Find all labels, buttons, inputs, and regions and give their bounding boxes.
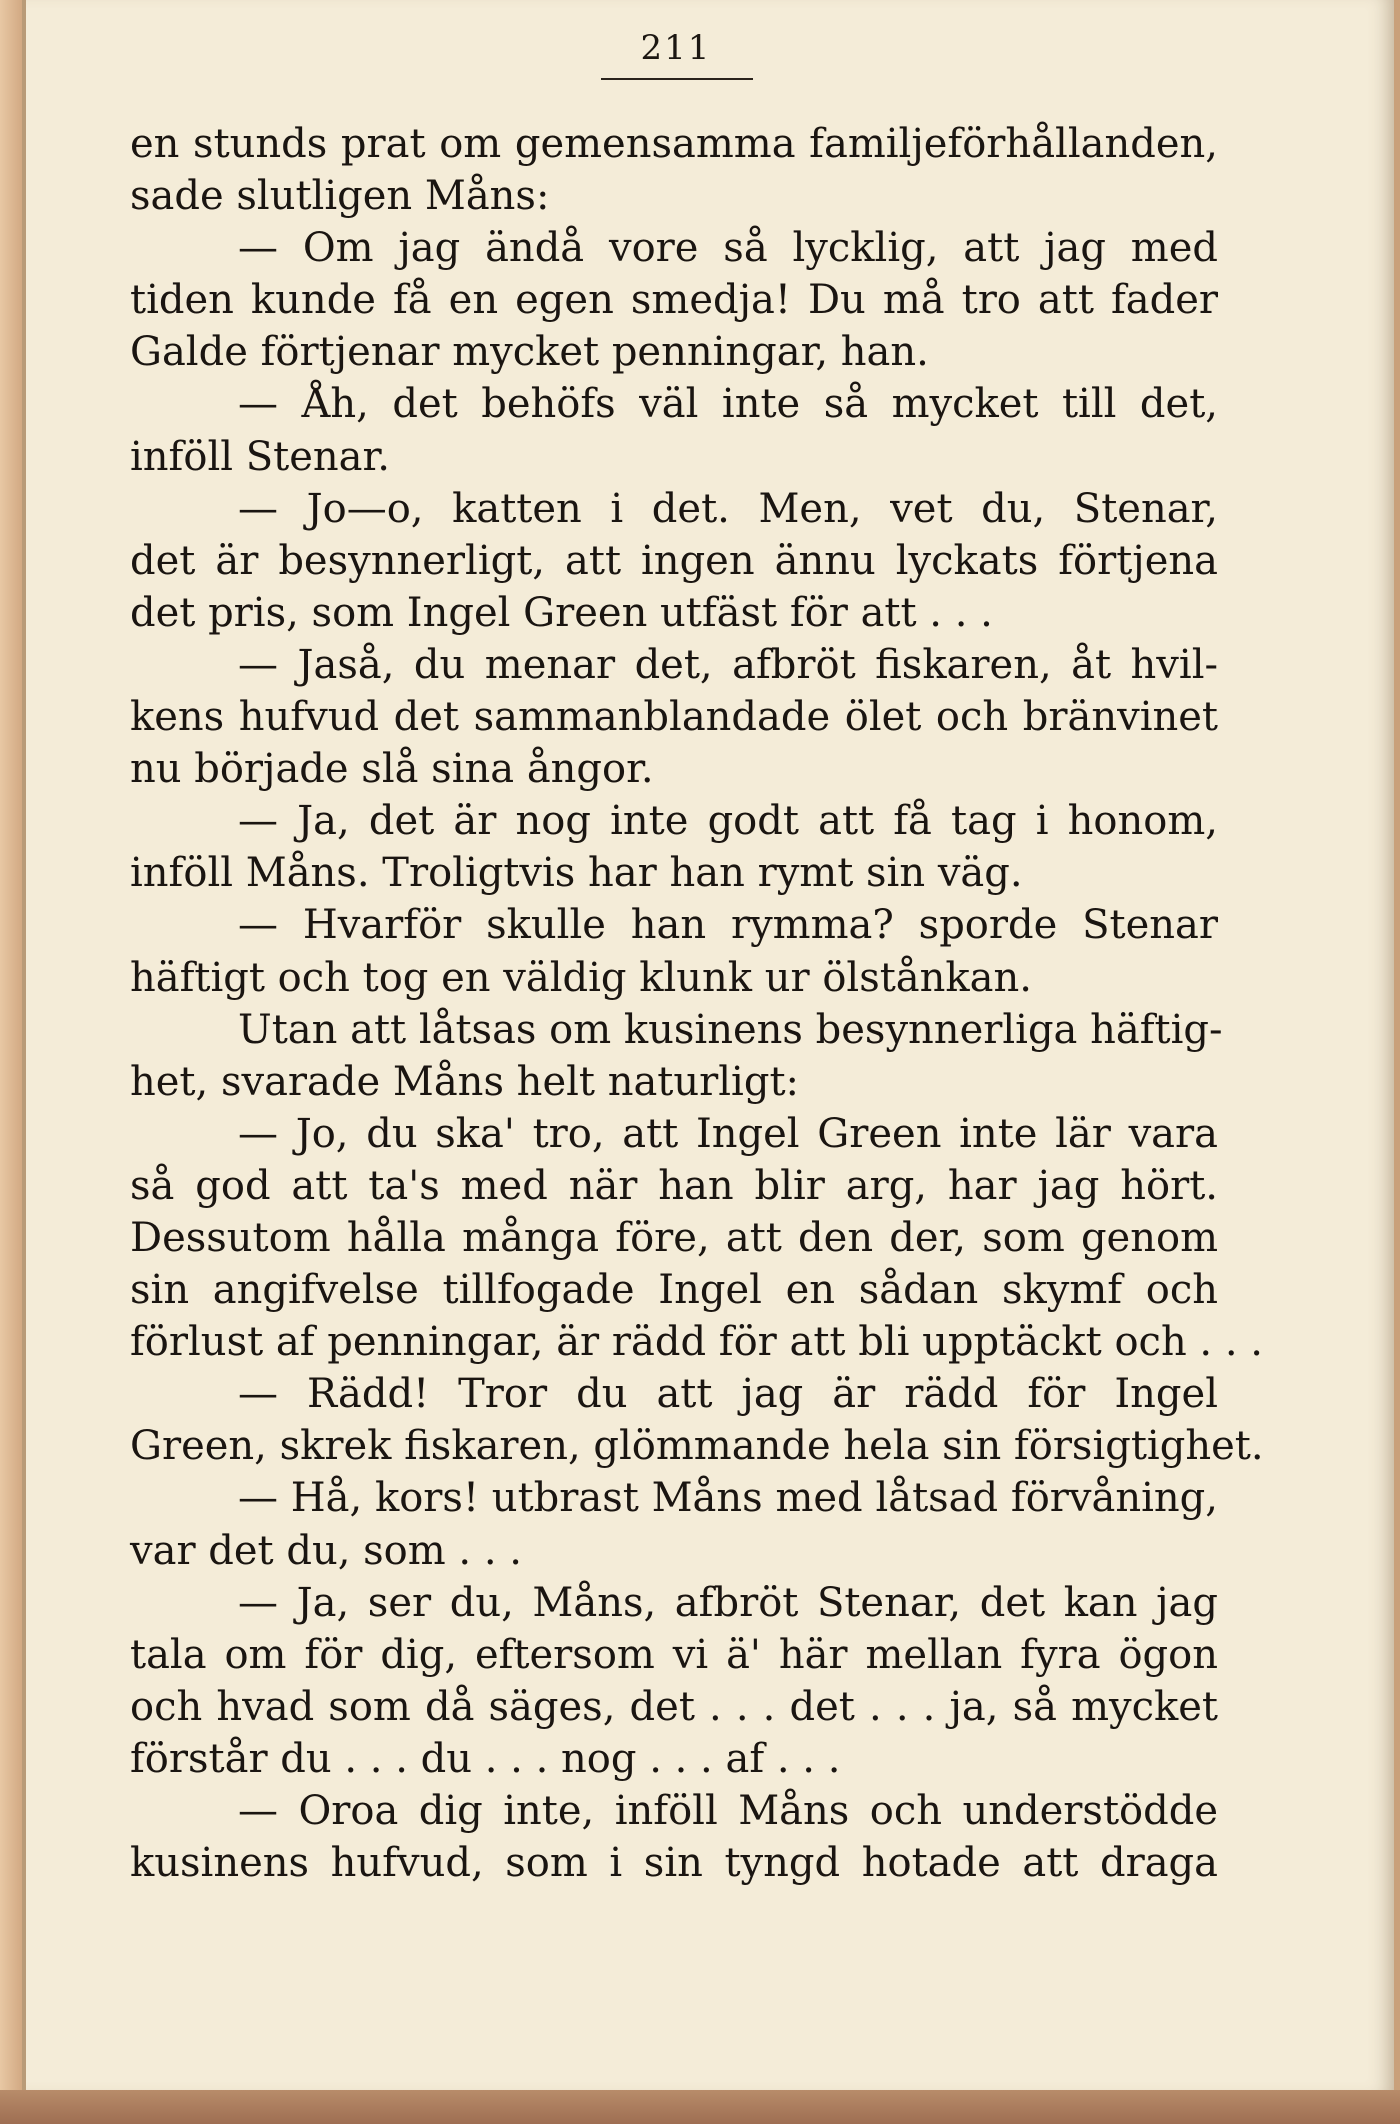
text-line: förlust af penningar, är rädd för att bli upptäckt och . . . [130,1319,1263,1366]
text-line: Green, skrek fiskaren, glömmande hela sin försigtighet. [130,1423,1264,1470]
page-number: 211 [640,28,712,68]
text-line: Dessutom hålla många före, att den der, som genom [130,1214,1218,1261]
text-line: sade slutligen Måns: [130,173,550,220]
text-line: kens hufvud det sammanblandade ölet och bränvinet [130,694,1218,741]
text-line: — Jo—o, katten i det. Men, vet du, Stenar, [238,485,1218,532]
text-line: kusinens hufvud, som i sin tyngd hotade att draga [130,1840,1218,1887]
text-line: — Hå, kors! utbrast Måns med låtsad förvåning, [238,1475,1218,1522]
text-line: Utan att låtsas om kusinens besynnerliga häftig- [238,1006,1223,1053]
text-line: Galde förtjenar mycket penningar, han. [130,329,929,376]
page-number-rule [601,78,753,80]
text-line: tala om för dig, eftersom vi ä' här mellan fyra ögon [130,1631,1218,1678]
text-line: nu började slå sina ångor. [130,746,654,793]
text-line: det är besynnerligt, att ingen ännu lyckats förtjena [130,537,1218,584]
book-spine-edge [0,0,22,2090]
text-line: — Rädd! Tror du att jag är rädd för Ingel [238,1371,1218,1418]
text-line: — Åh, det behöfs väl inte så mycket till det, [238,381,1218,428]
text-line: — Ja, ser du, Måns, afbröt Stenar, det kan jag [238,1579,1218,1626]
text-line: en stunds prat om gemensamma familjeförhållanden, [130,121,1218,167]
text-line: — Hvarför skulle han rymma? sporde Stenar [238,902,1218,949]
text-line: tiden kunde få en egen smedja! Du må tro att fader [130,277,1218,324]
text-line: — Oroa dig inte, inföll Måns och understödde [238,1788,1218,1834]
book-bottom-edge [0,2090,1400,2124]
text-line: sin angifvelse tillfogade Ingel en sådan skymf och [130,1267,1218,1314]
body-text [130,118,1264,1889]
text-line: — Jaså, du menar det, afbröt fiskaren, åt hvil- [238,641,1218,688]
text-line: — Ja, det är nog inte godt att få tag i honom, [238,798,1218,845]
text-line: så god att ta's med när han blir arg, har jag hört. [130,1162,1218,1209]
text-line: het, svarade Måns helt naturligt: [130,1058,800,1105]
text-line: var det du, som . . . [130,1527,522,1574]
text-line: förstår du . . . du . . . nog . . . af . . . [130,1735,841,1782]
text-line: det pris, som Ingel Green utfäst för att . . . [130,589,993,636]
book-page [22,0,1394,2090]
text-line: och hvad som då säges, det . . . det . . . ja, så mycket [130,1683,1218,1730]
text-line: inföll Måns. Troligtvis har han rymt sin väg. [130,850,1023,897]
text-line: häftigt och tog en väldig klunk ur ölstånkan. [130,954,1032,1001]
text-line: — Om jag ändå vore så lycklig, att jag med [238,225,1218,272]
text-line: — Jo, du ska' tro, att Ingel Green inte lär vara [238,1110,1218,1157]
text-line: inföll Stenar. [130,433,390,480]
